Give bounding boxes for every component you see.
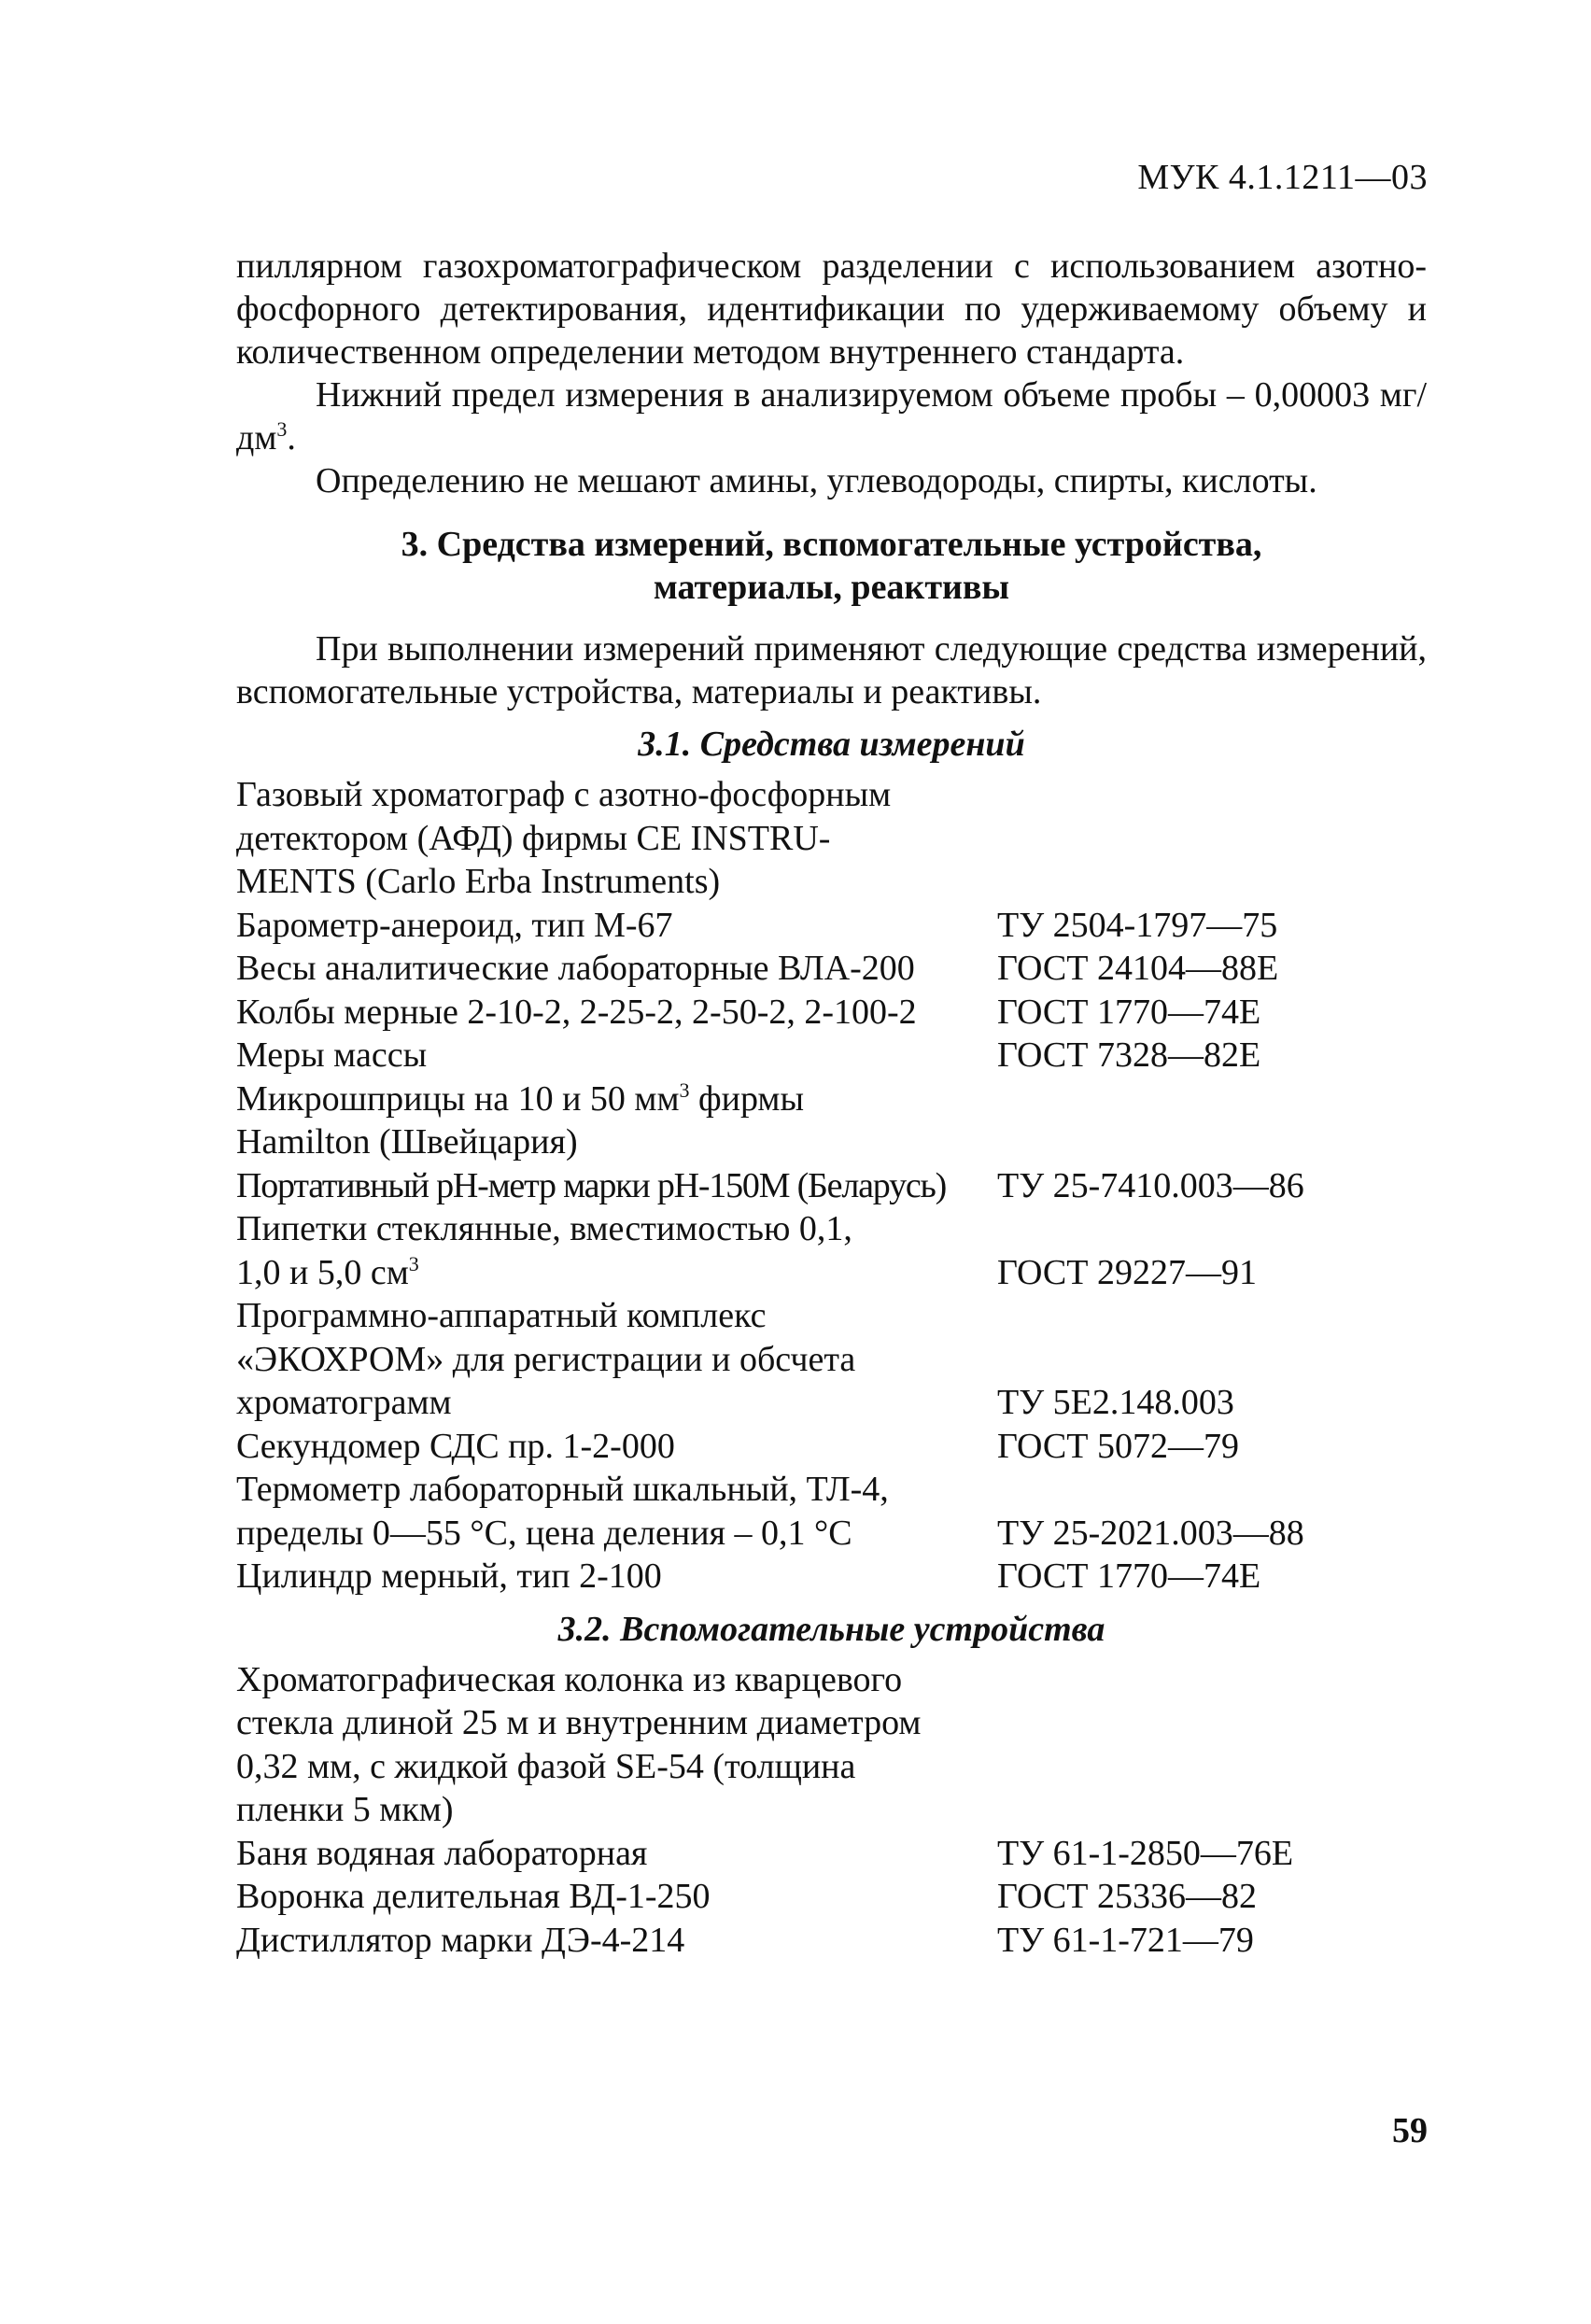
item-standard: ТУ 5Е2.148.003	[997, 1383, 1234, 1422]
table-row	[236, 1425, 1427, 1469]
section-3-heading-line-1: 3. Средства измерений, вспомогательные устройства,	[401, 525, 1262, 564]
table-row	[236, 904, 1427, 948]
item-standard: ТУ 61-1-721—79	[997, 1920, 1254, 1960]
table-row	[236, 1077, 1427, 1164]
item-standard: ГОСТ 5072—79	[997, 1426, 1239, 1466]
item-standard	[997, 1077, 1427, 1164]
item-name-text: Пипетки стеклянные, вместимостью 0,1, 1,0 и 5,0 см	[236, 1209, 852, 1292]
item-name	[236, 1207, 997, 1294]
table-row	[236, 991, 1427, 1035]
table-row	[236, 1468, 1427, 1555]
item-standard: ГОСТ 7328—82Е	[997, 1035, 1261, 1075]
table-row	[236, 1919, 1427, 1963]
table-row	[236, 1658, 1427, 1832]
subsection-3-2-heading: 3.2. Вспомогательные устройства	[557, 1609, 1105, 1649]
item-name: Воронка делительная ВД-1-250	[236, 1877, 711, 1916]
page-body	[236, 245, 1427, 1962]
section-3-intro-paragraph: При выполнении измерений применяют следующие средства измерений, вспомогательные устройства, материалы и реактивы.	[236, 629, 1427, 711]
table-row	[236, 1832, 1427, 1876]
item-name: Хроматографическая колонка из кварцевого стекла длиной 25 м и внутренним диаметром 0,32 мм, с жидкой фазой SE-54 (толщина пленки 5 мкм)	[236, 1659, 922, 1829]
item-standard: ТУ 2504-1797—75	[997, 905, 1278, 945]
lower-limit-period: .	[287, 418, 296, 458]
item-name: Портативный pH-метр марки pH-150М (Беларусь)	[236, 1165, 947, 1205]
auxiliary-devices-table	[236, 1658, 1427, 1963]
item-name: Дистиллятор марки ДЭ-4-214	[236, 1920, 685, 1960]
item-name: Весы аналитические лабораторные ВЛА-200	[236, 949, 915, 988]
item-name: Программно-аппаратный комплекс «ЭКОХРОМ» для регистрации и обсчета хроматограмм	[236, 1296, 856, 1422]
item-name: Меры массы	[236, 1035, 428, 1075]
item-name-superscript: 3	[408, 1251, 419, 1275]
item-standard: ГОСТ 29227—91	[997, 1252, 1257, 1292]
item-name: Баня водяная лабораторная	[236, 1833, 648, 1873]
item-name: Цилиндр мерный, тип 2-100	[236, 1556, 662, 1596]
item-standard: ГОСТ 1770—74Е	[997, 1556, 1261, 1596]
item-name: Барометр-анероид, тип М-67	[236, 905, 673, 945]
page-number: 59	[1392, 2111, 1428, 2150]
item-standard: ГОСТ 25336—82	[997, 1877, 1257, 1916]
item-name-text: Микрошприцы на 10 и 50 мм	[236, 1078, 680, 1119]
table-row	[236, 1555, 1427, 1599]
item-standard	[997, 1658, 1427, 1832]
section-3-heading-line-2: материалы, реактивы	[653, 568, 1010, 607]
table-row	[236, 1164, 1427, 1208]
measuring-instruments-table	[236, 773, 1427, 1599]
item-standard: ГОСТ 1770—74Е	[997, 992, 1261, 1032]
item-name	[236, 1077, 997, 1164]
item-standard: ТУ 61-1-2850—76Е	[997, 1833, 1294, 1873]
no-interference-paragraph: Определению не мешают амины, углеводороды, спирты, кислоты.	[316, 461, 1317, 500]
subsection-3-1-heading: 3.1. Средства измерений	[638, 725, 1025, 764]
lower-limit-text: Нижний предел измерения в анализируемом объеме пробы – 0,00003 мг/дм	[236, 375, 1427, 458]
item-name-superscript: 3	[679, 1077, 690, 1102]
item-name: Секундомер СДС пр. 1-2-000	[236, 1426, 675, 1466]
table-row	[236, 1034, 1427, 1077]
item-name: Колбы мерные 2-10-2, 2-25-2, 2-50-2, 2-100-2	[236, 992, 917, 1032]
document-code-header: МУК 4.1.1211—03	[1137, 158, 1428, 197]
table-row	[236, 947, 1427, 991]
item-name-text-end: фирмы Hamilton (Швейцария)	[236, 1078, 804, 1162]
lower-limit-superscript: 3	[276, 417, 288, 441]
table-row	[236, 1207, 1427, 1294]
section-3-heading	[236, 523, 1427, 609]
item-standard: ГОСТ 24104—88Е	[997, 949, 1279, 988]
item-standard: ТУ 25-2021.003—88	[997, 1513, 1304, 1553]
item-standard: ТУ 25-7410.003—86	[997, 1165, 1304, 1205]
intro-paragraph-continuation: пиллярном газохроматографическом разделении с использованием азотно-фосфорного детектирования, идентификации по удерживаемому объему и количественном определении методом внутреннего стандарта.	[236, 246, 1427, 372]
lower-limit-paragraph	[236, 373, 1427, 459]
table-row	[236, 773, 1427, 904]
table-row	[236, 1875, 1427, 1919]
item-name: Газовый хроматограф с азотно-фосфорным детектором (АФД) фирмы CE INSTRU- MENTS (Carlo Erba Instruments)	[236, 775, 892, 901]
item-standard	[997, 773, 1427, 904]
item-name: Термометр лабораторный шкальный, ТЛ-4, пределы 0—55 °С, цена деления – 0,1 °С	[236, 1470, 889, 1553]
table-row	[236, 1294, 1427, 1425]
